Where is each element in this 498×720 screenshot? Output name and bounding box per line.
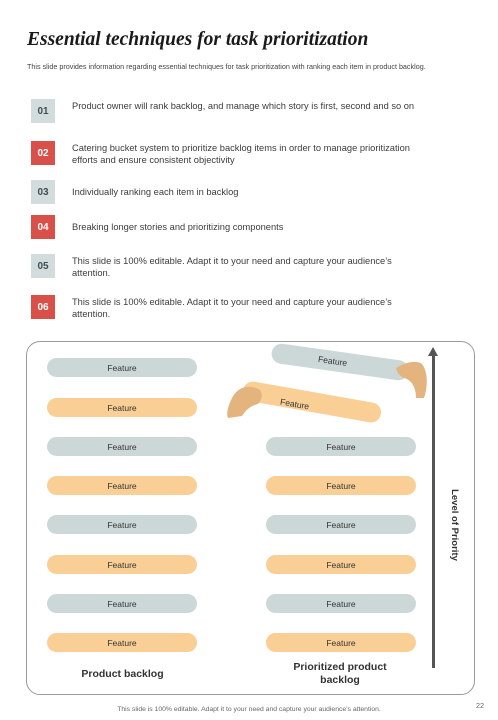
number-badge: 02: [31, 141, 55, 165]
item-text: This slide is 100% editable. Adapt it to your need and capture your audience’s attention.: [72, 297, 392, 319]
feature-pill: Feature: [266, 555, 416, 574]
slide-title: Essential techniques for task prioritization: [27, 29, 369, 50]
tilted-feature-label: Feature: [317, 354, 348, 368]
feature-pill: Feature: [47, 476, 197, 495]
feature-pill: Feature: [47, 515, 197, 534]
feature-pill: Feature: [266, 633, 416, 652]
number-badge: 03: [31, 180, 55, 204]
list-item: [31, 180, 471, 208]
slide-subtitle: This slide provides information regarding essential techniques for task prioritization with ranking each item in product backlog.: [27, 62, 426, 71]
feature-pill: Feature: [266, 476, 416, 495]
number-badge: 06: [31, 295, 55, 319]
list-item: [31, 254, 471, 282]
list-item: [31, 141, 471, 169]
list-item: [31, 215, 471, 243]
list-item: [31, 295, 471, 323]
priority-arrow-head: [428, 347, 438, 356]
item-text: Catering bucket system to prioritize backlog items in order to manage prioritization efforts and ensure consistent objectivity: [72, 143, 410, 165]
priority-axis-label: Level of Priority: [449, 489, 460, 561]
prioritized-backlog-label: Prioritized product backlog: [293, 661, 387, 686]
hand-icon: [227, 387, 262, 418]
item-text: Breaking longer stories and prioritizing components: [72, 222, 284, 232]
item-text: Product owner will rank backlog, and manage which story is first, second and so on: [72, 101, 415, 111]
item-text: This slide is 100% editable. Adapt it to your need and capture your audience’s attention.: [72, 256, 392, 278]
number-badge: 01: [31, 99, 55, 123]
feature-pill: Feature: [47, 358, 197, 377]
priority-arrow-shaft: [432, 352, 435, 668]
footer-note: This slide is 100% editable. Adapt it to your need and capture your audience’s attention.: [117, 706, 381, 713]
list-item: [31, 99, 471, 127]
number-badge: 04: [31, 215, 55, 239]
tilted-feature-label: Feature: [279, 396, 310, 412]
feature-pill: Feature: [47, 594, 197, 613]
feature-pill: Feature: [47, 398, 197, 417]
feature-pill: Feature: [266, 437, 416, 456]
feature-pill: Feature: [266, 594, 416, 613]
feature-pill: Feature: [47, 633, 197, 652]
feature-pill: Feature: [47, 437, 197, 456]
item-text: Individually ranking each item in backlog: [72, 187, 239, 197]
feature-pill: Feature: [266, 515, 416, 534]
feature-pill: Feature: [47, 555, 197, 574]
page-number: 22: [476, 701, 484, 710]
tilted-feature-pill: [241, 380, 382, 424]
number-badge: 05: [31, 254, 55, 278]
product-backlog-label: Product backlog: [81, 668, 164, 680]
